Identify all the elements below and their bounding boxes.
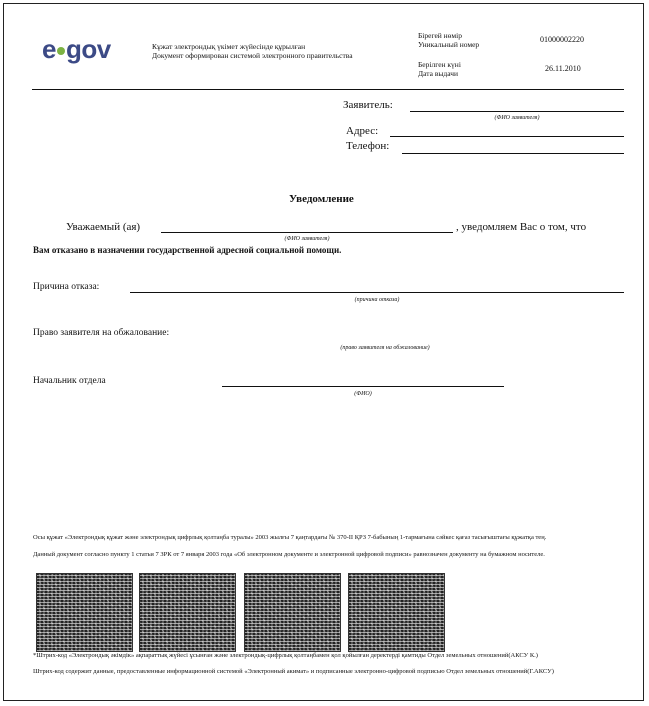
applicant-label: Заявитель: [343,99,393,111]
barcode-note-ru: Штрих-код содержит данные, предоставленные информационной системой «Электронный акимат» и подписанные электронно-цифровой подписью Отдел земельных отношений(Г.АКСУ) [33,668,554,675]
unique-number-value: 01000002220 [540,35,584,44]
org-line-kz: Кұжат электрондық үкімет жүйесінде құрылған [152,42,306,51]
address-label: Адрес: [346,125,379,137]
refusal-text: Вам отказано в назначении государственной адресной социальной помощи. [33,245,342,255]
reason-label: Причина отказа: [33,282,100,292]
issue-date-value: 26.11.2010 [545,64,581,73]
phone-label: Телефон: [346,140,390,152]
reason-hint: (причина отказа) [354,297,400,303]
barcode-4 [348,573,445,652]
logo-gov: gov [65,34,111,64]
appeal-label: Право заявителя на обжалование: [33,328,170,338]
barcode-note-kz: *Штрих-код «Электрондық әкімдік» ақпараттық жүйесі ұсынған және электрондық-цифрлық қолтаңбамен қол қойылған деректерді қамтиды Отдел земельных отношений(АКСУ К.) [33,652,538,659]
egov-logo [42,34,111,65]
header-divider [32,89,624,90]
chief-hint: (ФИО) [354,391,372,397]
legal-text-kz: Осы құжат «Электрондық құжат және электрондық цифрлық қолтаңба туралы» 2003 жылғы 7 қаңтардағы № 370-II ҚРЗ 7-бабының 1-тармағына сәйкес қағаз тасығыштағы құжатқа тең. [33,534,547,541]
name-hint: (ФИО заявителя) [284,236,330,242]
barcode-3 [244,573,341,652]
issue-date-label-kz: Берілген күні [418,60,461,69]
applicant-hint: (ФИО заявителя) [494,115,540,121]
chief-line [222,386,504,387]
org-line-ru: Документ оформирован системой электронного правительства [152,51,353,60]
reason-line [130,292,624,293]
appeal-hint: (право заявителя на обжалование) [340,345,430,351]
barcode-1 [36,573,133,652]
applicant-line [410,111,624,112]
address-line [390,136,624,137]
issue-date-label-ru: Дата выдачи [418,69,459,78]
notify-text: , уведомляем Вас о том, что [456,221,587,233]
logo-e: e [42,34,56,64]
name-line [161,232,453,233]
unique-number-label-kz: Бірегей нөмір [418,31,463,40]
unique-number-label-ru: Уникальный номер [418,40,480,49]
dear-label: Уважаемый (ая) [66,221,141,233]
legal-text-ru: Данный документ согласно пункту 1 статьи 7 ЗРК от 7 января 2003 года «Об электронном документе и электронной цифровой подписи» равнозначен документу на бумажном носителе. [33,551,545,558]
chief-label: Начальник отдела [33,376,106,386]
document-title: Уведомление [289,193,354,205]
barcode-2 [139,573,236,652]
logo-dot-icon [57,47,65,55]
phone-line [402,153,624,154]
